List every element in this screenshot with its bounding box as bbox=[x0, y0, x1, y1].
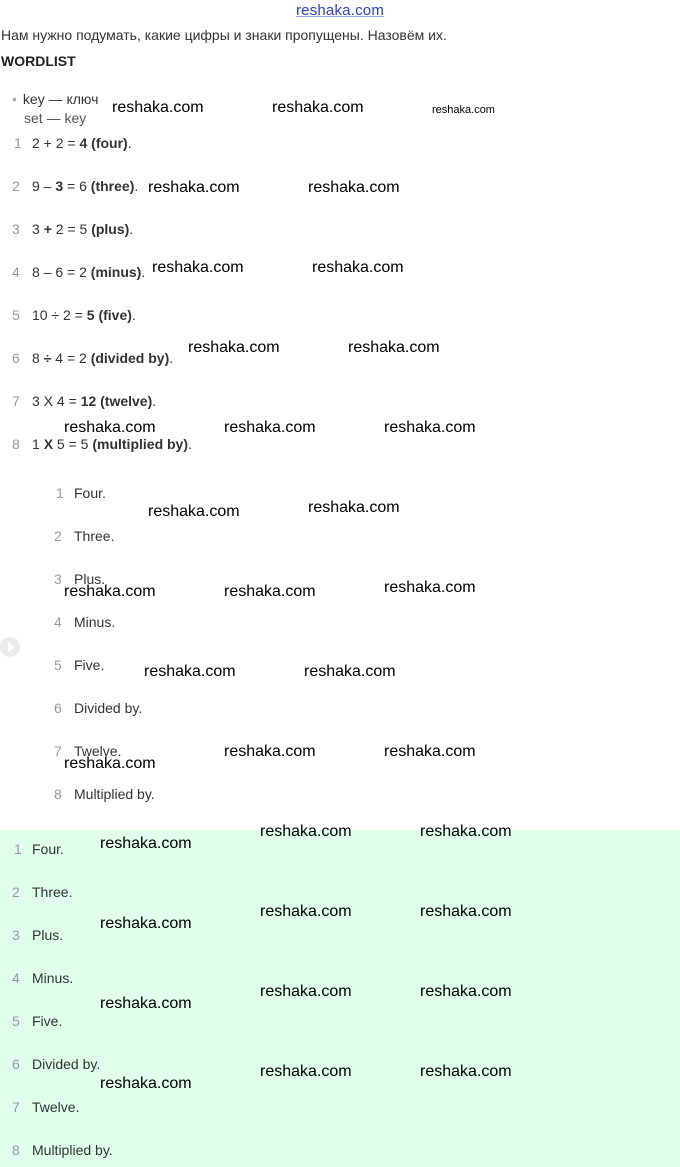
answer-text: Plus. bbox=[74, 571, 106, 587]
watermark: reshaka.com bbox=[308, 499, 400, 516]
watermark: reshaka.com bbox=[100, 1075, 192, 1092]
watermark: reshaka.com bbox=[260, 1063, 352, 1080]
answer-number: 1 bbox=[14, 841, 22, 857]
watermark: reshaka.com bbox=[100, 995, 192, 1012]
watermark: reshaka.com bbox=[308, 179, 400, 196]
answer-text: Twelve. bbox=[74, 743, 122, 759]
answer-text: Four. bbox=[32, 841, 64, 857]
answer-number: 3 bbox=[12, 927, 20, 943]
watermark: reshaka.com bbox=[272, 99, 364, 116]
watermark: reshaka.com bbox=[348, 339, 440, 356]
answer-text: Three. bbox=[32, 884, 73, 900]
watermark: reshaka.com bbox=[100, 915, 192, 932]
watermark: reshaka.com bbox=[420, 983, 512, 1000]
answer-number: 8 bbox=[54, 786, 62, 802]
answer-number: 4 bbox=[12, 970, 20, 986]
answer-number: 5 bbox=[12, 1013, 20, 1029]
answer-text: Plus. bbox=[32, 927, 64, 943]
watermark: reshaka.com bbox=[384, 743, 476, 760]
equation-row: 8 – 6 = 2 (minus). bbox=[32, 264, 146, 280]
play-icon[interactable] bbox=[0, 637, 20, 657]
equation-number: 7 bbox=[12, 393, 20, 409]
watermark: reshaka.com bbox=[188, 339, 280, 356]
answer-number: 7 bbox=[54, 743, 62, 759]
answer-number: 4 bbox=[54, 614, 62, 630]
watermark: reshaka.com bbox=[304, 663, 396, 680]
bullet-icon: • bbox=[12, 91, 17, 107]
watermark: reshaka.com bbox=[224, 583, 316, 600]
watermark: reshaka.com bbox=[312, 259, 404, 276]
wordlist-item-cut: set — key bbox=[24, 110, 87, 126]
answer-text: Five. bbox=[74, 657, 105, 673]
wordlist-item bbox=[12, 91, 98, 107]
answer-text: Minus. bbox=[74, 614, 116, 630]
watermark: reshaka.com bbox=[260, 823, 352, 840]
equation-row: 8 ÷ 4 = 2 (divided by). bbox=[32, 350, 174, 366]
answer-number: 1 bbox=[56, 485, 64, 501]
equation-number: 5 bbox=[12, 307, 20, 323]
wordlist-item-text: key — ключ bbox=[22, 91, 99, 107]
equation-row: 3 X 4 = 12 (twelve). bbox=[32, 393, 157, 409]
equation-number: 4 bbox=[12, 264, 20, 280]
watermark: reshaka.com bbox=[420, 1063, 512, 1080]
answer-text: Three. bbox=[74, 528, 115, 544]
watermark: reshaka.com bbox=[64, 755, 156, 772]
answer-text: Multiplied by. bbox=[32, 1142, 113, 1158]
equation-number: 8 bbox=[12, 436, 20, 452]
answer-number: 2 bbox=[54, 528, 62, 544]
equation-row: 2 + 2 = 4 (four). bbox=[32, 135, 132, 151]
wordlist-title: WORDLIST bbox=[1, 53, 76, 69]
answer-text: Divided by. bbox=[74, 700, 143, 716]
watermark: reshaka.com bbox=[112, 99, 204, 116]
equation-row: 9 – 3 = 6 (three). bbox=[32, 178, 139, 194]
task-instruction: Нам нужно подумать, какие цифры и знаки пропущены. Назовём их. bbox=[1, 27, 447, 43]
answer-number: 2 bbox=[12, 884, 20, 900]
equation-row: 3 + 2 = 5 (plus). bbox=[32, 221, 134, 237]
site-logo-link[interactable]: reshaka.com bbox=[295, 2, 385, 19]
answer-text: Divided by. bbox=[32, 1056, 101, 1072]
answer-text: Twelve. bbox=[32, 1099, 80, 1115]
watermark: reshaka.com bbox=[224, 743, 316, 760]
equation-number: 6 bbox=[12, 350, 20, 366]
answer-text: Five. bbox=[32, 1013, 63, 1029]
watermark: reshaka.com bbox=[260, 983, 352, 1000]
answer-number: 8 bbox=[12, 1142, 20, 1158]
watermark: reshaka.com bbox=[384, 419, 476, 436]
answer-text: Minus. bbox=[32, 970, 74, 986]
watermark: reshaka.com bbox=[224, 419, 316, 436]
answer-number: 3 bbox=[54, 571, 62, 587]
equation-row: 1 X 5 = 5 (multiplied by). bbox=[32, 436, 192, 452]
watermark: reshaka.com bbox=[432, 104, 495, 116]
answer-text: Multiplied by. bbox=[74, 786, 155, 802]
answer-number: 5 bbox=[54, 657, 62, 673]
equation-row: 10 ÷ 2 = 5 (five). bbox=[32, 307, 136, 323]
watermark: reshaka.com bbox=[420, 903, 512, 920]
answer-number: 6 bbox=[54, 700, 62, 716]
answer-number: 6 bbox=[12, 1056, 20, 1072]
watermark: reshaka.com bbox=[148, 179, 240, 196]
watermark: reshaka.com bbox=[384, 579, 476, 596]
watermark: reshaka.com bbox=[64, 419, 156, 436]
answer-text: Four. bbox=[74, 485, 106, 501]
watermark: reshaka.com bbox=[144, 663, 236, 680]
watermark: reshaka.com bbox=[100, 835, 192, 852]
watermark: reshaka.com bbox=[152, 259, 244, 276]
watermark: reshaka.com bbox=[260, 903, 352, 920]
equation-number: 2 bbox=[12, 178, 20, 194]
watermark: reshaka.com bbox=[148, 503, 240, 520]
equation-number: 1 bbox=[14, 135, 22, 151]
equation-number: 3 bbox=[12, 221, 20, 237]
watermark: reshaka.com bbox=[420, 823, 512, 840]
watermark: reshaka.com bbox=[64, 583, 156, 600]
answer-number: 7 bbox=[12, 1099, 20, 1115]
